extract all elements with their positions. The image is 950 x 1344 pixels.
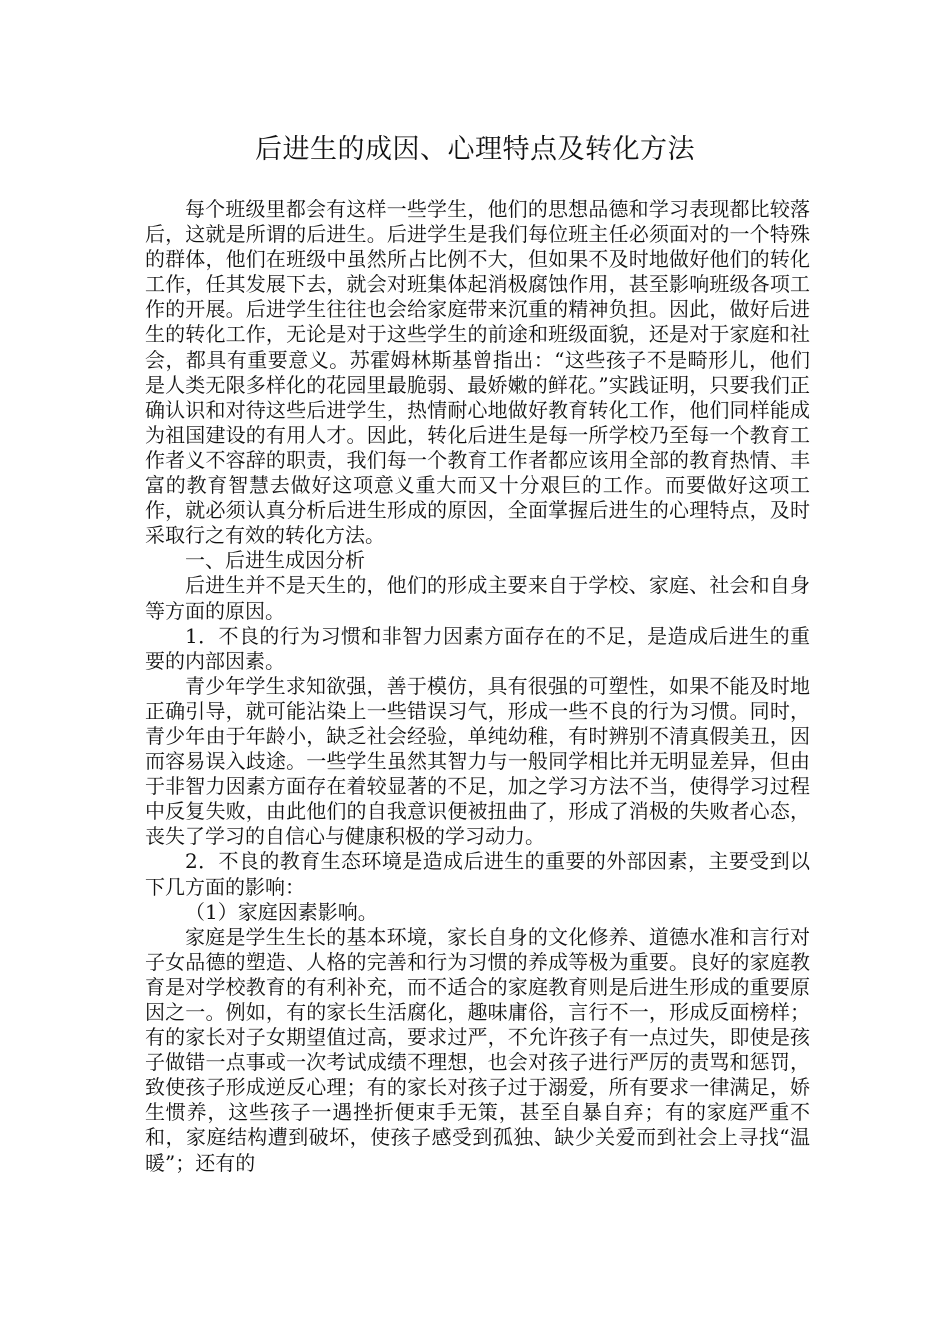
paragraph-point-2: 2．不良的教育生态环境是造成后进生的重要的外部因素，主要受到以下几方面的影响： — [145, 849, 810, 899]
paragraph-internal-factors: 青少年学生求知欲强，善于模仿，具有很强的可塑性，如果不能及时地正确引导，就可能沾染上一些错误习气，形成一些不良的行为习惯。同时，青少年由于年龄小，缺乏社会经验，单纯幼稚，有时辨别不清真假美丑，因而容易误入歧途。一些学生虽然其智力与一般同学相比并无明显差异，但由于非智力因素方面存在着较显著的不足，加之学习方法不当，使得学习过程中反复失败，由此他们的自我意识便被扭曲了，形成了消极的失败者心态，丧失了学习的自信心与健康积极的学习动力。 — [145, 673, 810, 849]
paragraph-subpoint-family: （1）家庭因素影响。 — [185, 899, 378, 924]
paragraph-point-1: 1．不良的行为习惯和非智力因素方面存在的不足，是造成后进生的重要的内部因素。 — [145, 623, 810, 673]
document-title: 后进生的成因、心理特点及转化方法 — [255, 134, 695, 165]
document-body — [145, 197, 810, 1176]
section-heading-causes: 一、后进生成因分析 — [185, 548, 365, 573]
paragraph-family-factors: 家庭是学生生长的基本环境，家长自身的文化修养、道德水准和言行对子女品德的塑造、人格的完善和行为习惯的养成等极为重要。良好的家庭教育是对学校教育的有利补充，而不适合的家庭教育则是后进生形成的重要原因之一。例如，有的家长生活腐化，趣味庸俗，言行不一，形成反面榜样；有的家长对子女期望值过高，要求过严，不允许孩子有一点过失，即使是孩子做错一点事或一次考试成绩不理想，也会对孩子进行严厉的责骂和惩罚，致使孩子形成逆反心理；有的家长对孩子过于溺爱，所有要求一律满足，娇生惯养，这些孩子一遇挫折便束手无策，甚至自暴自弃；有的家庭严重不和，家庭结构遭到破坏，使孩子感受到孤独、缺少关爱而到社会上寻找“温暖”；还有的 — [145, 924, 810, 1175]
paragraph-causes-overview: 后进生并不是天生的，他们的形成主要来自于学校、家庭、社会和自身等方面的原因。 — [145, 573, 810, 623]
paragraph-intro: 每个班级里都会有这样一些学生，他们的思想品德和学习表现都比较落后，这就是所谓的后进生。后进学生是我们每位班主任必须面对的一个特殊的群体，他们在班级中虽然所占比例不大，但如果不及时地做好他们的转化工作，任其发展下去，就会对班集体起消极腐蚀作用，甚至影响班级各项工作的开展。后进学生往往也会给家庭带来沉重的精神负担。因此，做好后进生的转化工作，无论是对于这些学生的前途和班级面貌，还是对于家庭和社会，都具有重要意义。苏霍姆林斯基曾指出：“这些孩子不是畸形儿，他们是人类无限多样化的花园里最脆弱、最娇嫩的鲜花。”实践证明，只要我们正确认识和对待这些后进学生，热情耐心地做好教育转化工作，他们同样能成为祖国建设的有用人才。因此，转化后进生是每一所学校乃至每一个教育工作者义不容辞的职责，我们每一个教育工作者都应该用全部的教育热情、丰富的教育智慧去做好这项意义重大而又十分艰巨的工作。而要做好这项工作，就必须认真分析后进生形成的原因，全面掌握后进生的心理特点，及时采取行之有效的转化方法。 — [145, 197, 810, 548]
